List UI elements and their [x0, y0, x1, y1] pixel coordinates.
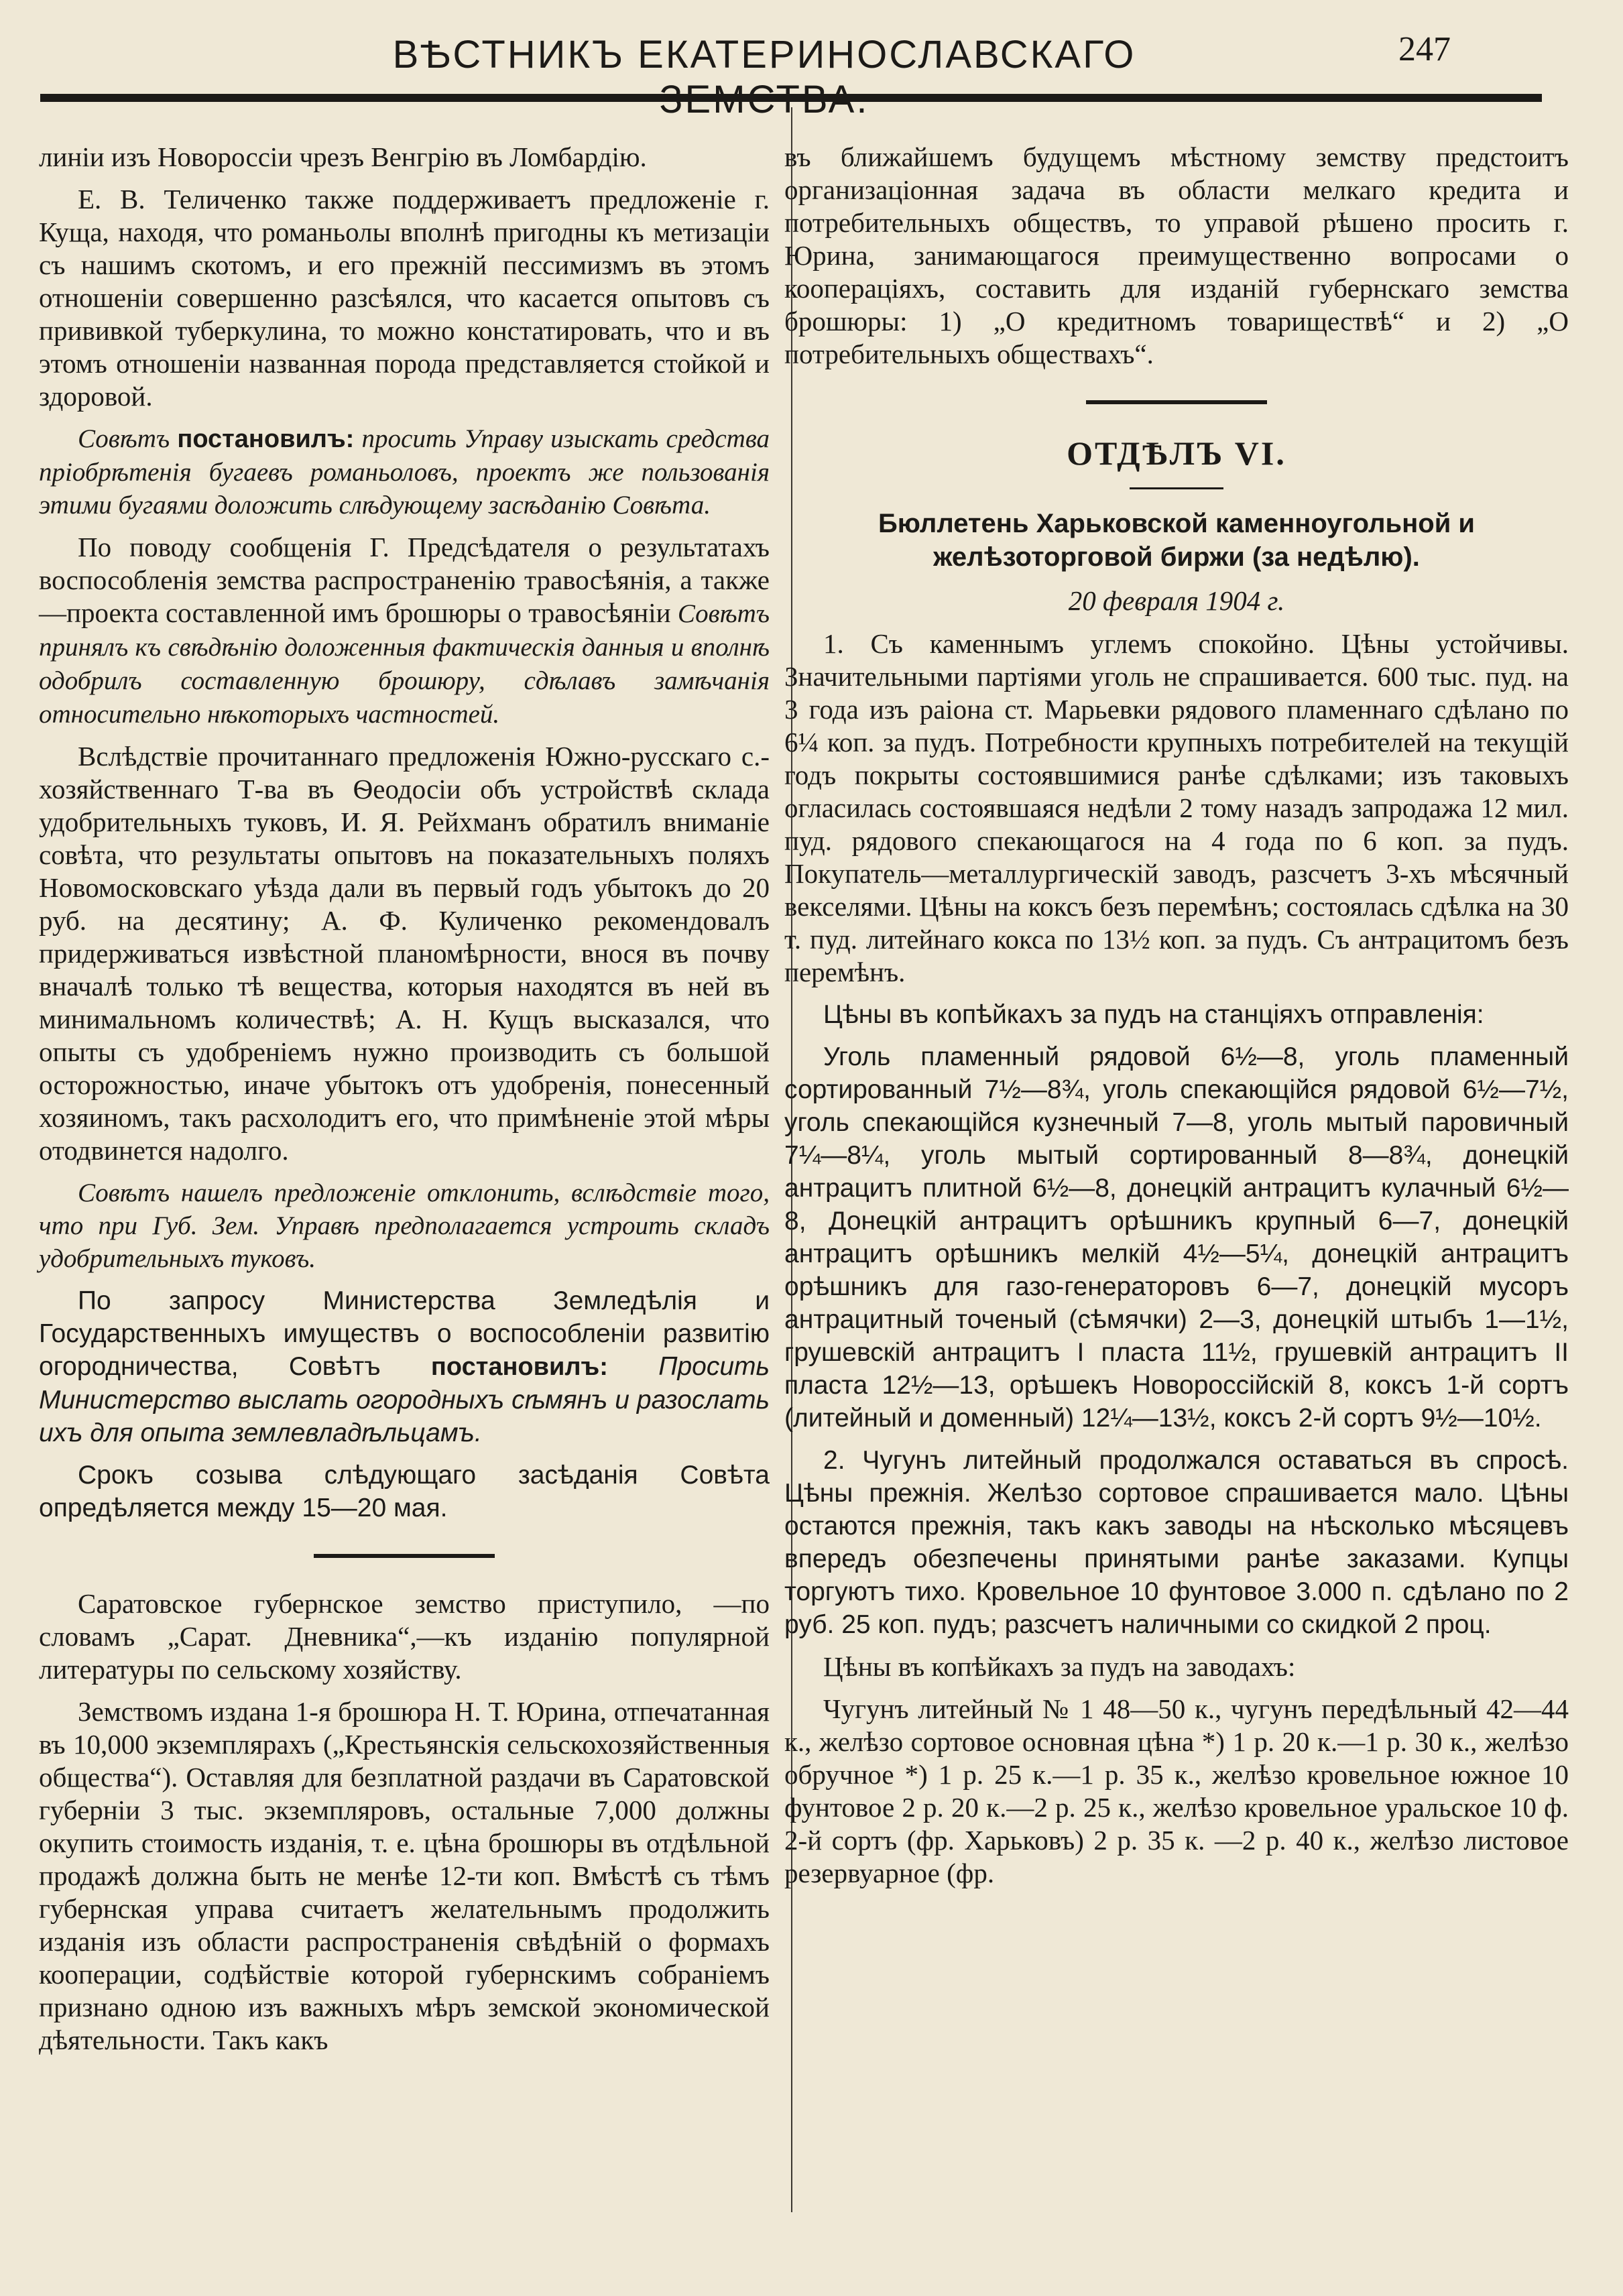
resolution-verb: постановилъ:	[177, 425, 355, 453]
price-list: Чугунъ литейный № 1 48—50 к., чугунъ передѣльный 42—44 к., желѣзо сортовое основная цѣна *) 1 р. 20 к.—1 р. 30 к., желѣзо обручное *) 1 р. 25 к.—1 р. 35 к., желѣзо кровельное южное 10 фунтовое 2 р. 20 к.—2 р. 25 к., желѣзо кровельное уральское 10 ф. 2-й сортъ (фр. Харьковъ) 2 р. 35 к. —2 р. 40 к., желѣзо листовое резервуарное (фр.	[784, 1693, 1569, 1888]
paragraph: Земствомъ издана 1-я брошюра Н. Т. Юрина, отпечатанная въ 10,000 экземплярахъ („Крестьянскія сельскохозяйственныя общества“). Оставляя для безплатной раздачи въ Саратовской губерніи 3 тыс. экземпляровъ, остальные 7,000 должны окупить стоимость изданія, т. е. цѣна брошюры въ отдѣльной продажѣ должна быть не менѣе 12-ти коп. Вмѣстѣ съ тѣмъ губернская управа считаетъ желательнымъ продолжить изданія изъ области распространенія свѣдѣній о формахъ кооперации, содѣйствіе которой губернскимъ собраніемъ признано одною изъ важныхъ мѣръ земской экономической дѣятельности. Такъ какъ	[39, 1696, 770, 2055]
price-list: Уголь пламенный рядовой 6½—8, уголь пламенный сортированный 7½—8¾, уголь спекающійся рядовой 6½—7½, уголь спекающійся кузнечный 7—8, уголь мытый паровичный 7¼—8¼, уголь мытый сортированный 8—8¾, донецкій антрацитъ плитной 6½—8, донецкій антрацитъ кулачный 6½—8, Донецкій антрацитъ орѣшникъ крупный 6—7, донецкій антрацитъ орѣшникъ мелкій 4½—5¼, донецкій антрацитъ орѣшникъ для газо-генераторовъ 6—7, донецкій мусоръ антрацитный точеный (сѣмячки) 2—3, донецкій штыбъ 1—1½, грушевскій антрацитъ I пласта 11½, грушевкій антрацитъ II пласта 12½—13, орѣшекъ Новороссійскій 8, коксъ 1-й сортъ (литейный и доменный) 12¼—13½, коксъ 2-й сортъ 9½—10½.	[784, 1042, 1569, 1433]
resolution-paragraph	[39, 422, 770, 522]
resolution-text: Просить Министерство выслать огородныхъ сѣмянъ и разослать ихъ для опыта землевладѣльцамъ.	[39, 1352, 770, 1447]
paragraph: Цѣны въ копѣйкахъ за пудъ на станціяхъ отправленія:	[823, 1000, 1484, 1029]
right-column	[784, 141, 1569, 1899]
dateline: 20 февраля 1904 г.	[1068, 585, 1285, 616]
paragraph: Е. В. Теличенко также поддерживаетъ предложеніе г. Куща, находя, что романьолы вполнѣ пригодны къ метизаціи съ нашимъ скотомъ, и его прежній пессимизмъ въ этомъ отношеніи совершенно разсѣялся, что касается опытовъ съ прививкой туберкулина, то можно констатировать, что и въ этомъ отношеніи названная порода представляется стойкой и здоровой.	[39, 184, 770, 412]
section-heading: ОТДѢЛЪ VI.	[1067, 434, 1286, 472]
separator-rule	[1130, 487, 1223, 489]
paragraph	[39, 531, 770, 731]
separator-rule	[1086, 400, 1267, 404]
header-rule	[40, 94, 1542, 102]
paragraph: 2. Чугунъ литейный продолжался оставаться въ спросѣ. Цѣны прежнія. Желѣзо сортовое спрашивается мало. Цѣны остаются прежнія, такъ какъ заводы на нѣсколько мѣсяцевъ впередъ обезпечены принятыми ранѣе заказами. Купцы торгуютъ тихо. Кровельное 10 фунтовое 3.000 п. сдѣлано по 2 руб. 25 коп. пудъ; разсчетъ наличными со скидкой 2 проц.	[784, 1446, 1569, 1639]
paragraph: Саратовское губернское земство приступило, —по словамъ „Сарат. Дневника“,—къ изданію популярной литературы по сельскому хозяйству.	[39, 1588, 770, 1685]
paragraph: Цѣны въ копѣйкахъ за пудъ на заводахъ:	[823, 1651, 1296, 1682]
resolution-text: Совѣтъ принялъ къ свѣдѣнію доложенныя фактическія данныя и вполнѣ одобрилъ составленную брошюру, сдѣлавъ замѣчанія относительно нѣкоторыхъ частностей.	[39, 599, 770, 729]
paragraph: Срокъ созыва слѣдующаго засѣданія Совѣта опредѣляется между 15—20 мая.	[39, 1461, 770, 1522]
running-head: ВѢСТНИКЪ ЕКАТЕРИНОСЛАВСКАГО	[392, 33, 1136, 76]
paragraph	[39, 1284, 770, 1449]
resolution-paragraph: Совѣтъ нашелъ предложеніе отклонить, вслѣдствіе того, что при Губ. Зем. Управѣ предполагается устроить складъ удобрительныхъ туковъ.	[39, 1179, 770, 1273]
resolution-verb: постановилъ:	[430, 1353, 608, 1381]
council-word: Совѣтъ	[78, 424, 170, 453]
paragraph-text: По запросу Министерства Земледѣлія и Государственныхъ имуществъ о воспособленіи развитію огородничества, Совѣтъ	[39, 1286, 770, 1381]
paragraph-text: По поводу сообщенія Г. Предсѣдателя о результатахъ воспособленія земства распространенію травосѣянія, а также—проекта составленной имъ брошюры о травосѣяніи	[39, 532, 770, 628]
bulletin-title: Бюллетень Харьковской каменноугольной и желѣзоторговой биржи (за недѣлю).	[878, 509, 1475, 572]
paragraph: 1. Съ каменнымъ углемъ спокойно. Цѣны устойчивы. Значительными партіями уголь не спрашивается. 600 тыс. пуд. на 3 года изъ раіона ст. Марьевки рядового пламеннаго сдѣлано по 6¼ коп. за пудъ. Потребности крупныхъ потребителей на текущій годъ покрыты состоявшимися ранѣе сдѣлками; изъ таковыхъ огласилась состоявшаяся недѣли 2 тому назадъ запродажа 12 мил. пуд. рядового спекающагося на 4 года по 6 коп. за пудъ. Покупатель—металлургическій заводъ, разсчетъ 3-хъ мѣсячный векселями. Цѣны на коксъ безъ перемѣнъ; состоялась сдѣлка на 30 т. пуд. литейнаго кокса по 13½ коп. за пудъ. Съ антрацитомъ безъ перемѣнъ.	[784, 628, 1569, 987]
separator-rule	[314, 1554, 495, 1558]
paragraph: въ ближайшемъ будущемъ мѣстному земству предстоитъ организаціонная задача въ области мелкаго кредита и потребительныхъ обществъ, то управой рѣшено просить г. Юрина, занимающагося преимущественно вопросами о кооперацiяхъ, составить для изданій губернскаго земства брошюры: 1) „О кредитномъ товариществѣ“ и 2) „О потребительныхъ обществахъ“.	[784, 141, 1569, 369]
paragraph: Вслѣдствіе прочитаннаго предложенія Южно-русскаго с.-хозяйственнаго Т-ва въ Ѳеодосіи объ устройствѣ склада удобрительныхъ туковъ, И. Я. Рейхманъ обратилъ вниманіе совѣта, что результаты опытовъ на показательныхъ поляхъ Новомосковскаго уѣзда дали въ первый годъ убытокъ до 20 руб. на десятину; А. Ф. Куличенко рекомендовалъ придерживаться извѣстной планомѣрности, внося въ почву вначалѣ только тѣ вещества, которыя находятся въ ней въ минимальномъ количествѣ; А. Н. Кущъ высказался, что опыты съ удобреніемъ нужно производить съ большой осторожностью, иначе убытокъ отъ удобренія, понесенный хозяиномъ, такъ расхолодитъ его, что примѣненіе этой мѣры отодвинется надолго.	[39, 741, 770, 1166]
paragraph: линіи изъ Новороссіи чрезъ Венгрію въ Ломбардію.	[39, 141, 647, 172]
resolution-text: просить Управу изыскать средства пріобрѣтенія бугаевъ романьоловъ, проектъ же пользованія этими бугаями доложить слѣдующему засѣданію Совѣта.	[39, 424, 770, 520]
left-column	[39, 141, 770, 2066]
page-number: 247	[1398, 30, 1451, 68]
